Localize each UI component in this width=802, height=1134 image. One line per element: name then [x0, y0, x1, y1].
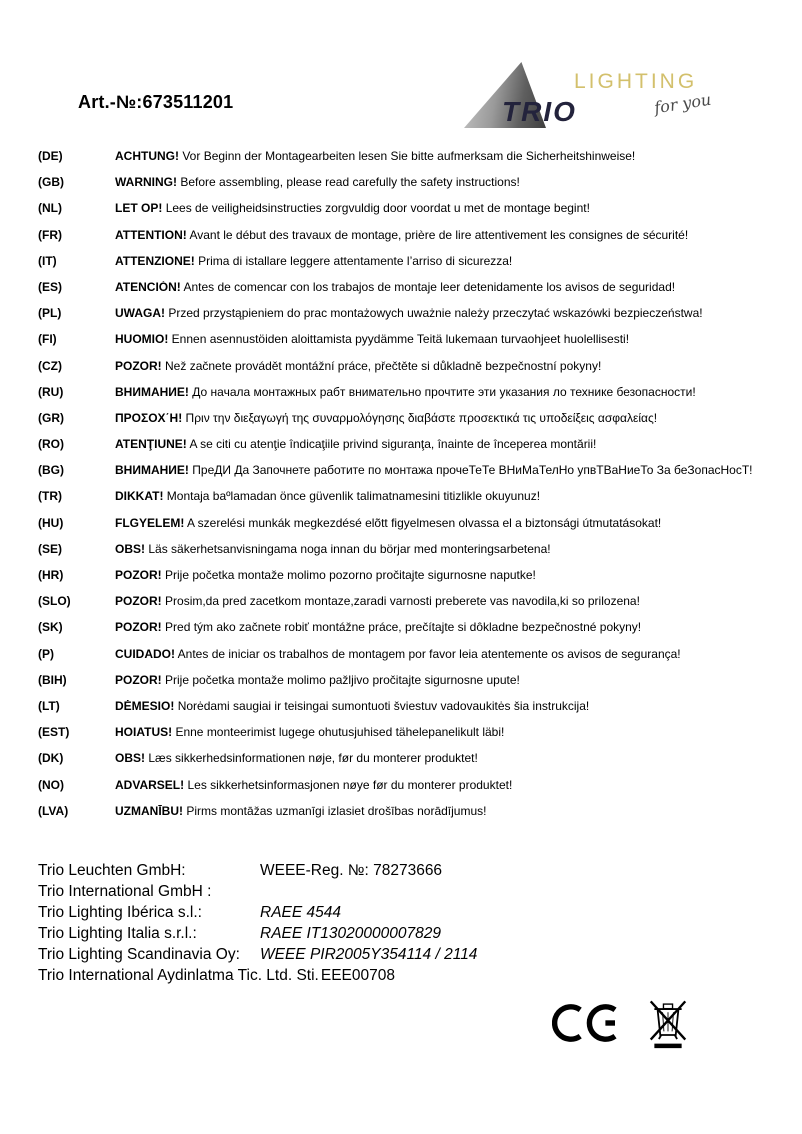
warning-row: [38, 490, 783, 504]
warning-message: Przed przystąpieniem do prac montażowych uważnie należy przeczytać wskazówki bezpieczeństwa!: [168, 307, 703, 321]
warning-keyword: ADVARSEL!: [115, 778, 185, 792]
warning-row: [38, 360, 783, 374]
warning-keyword: POZOR!: [115, 569, 162, 582]
warning-text: [115, 752, 783, 766]
warning-text: [115, 255, 783, 269]
warning-row: [38, 595, 783, 609]
warning-text: [115, 648, 783, 662]
language-code: (CZ): [38, 358, 62, 373]
warning-row: [38, 229, 783, 243]
company-name: Trio Lighting Scandinavia Oy:: [38, 946, 240, 963]
warning-row: [38, 176, 783, 190]
warning-row: [38, 333, 783, 347]
warning-keyword: ATENCIÓN!: [115, 280, 181, 294]
language-code: (HU): [38, 515, 64, 530]
language-code: (LT): [38, 698, 60, 713]
language-code: (SLO): [38, 594, 71, 609]
warning-keyword: UWAGA!: [115, 307, 165, 321]
warning-keyword: DĖMESIO!: [115, 699, 175, 713]
article-number: Art.-№:673511201: [78, 92, 234, 112]
warning-row: [38, 386, 783, 400]
warning-row: [38, 202, 783, 216]
warning-row: [38, 700, 783, 714]
company-name: Trio Lighting Italia s.r.l.:: [38, 925, 197, 942]
company-row: [38, 881, 758, 902]
language-code: (FR): [38, 227, 62, 242]
warning-message: A se citi cu atenţie îndicaţiile privind siguranţa, înainte de începerea montării!: [189, 438, 597, 452]
registration-number: RAEE 4544: [260, 904, 341, 921]
language-code: (RO): [38, 437, 64, 452]
warning-message: Before assembling, please read carefully the safety instructions!: [180, 176, 520, 190]
registration-number: EEE00708: [320, 967, 395, 984]
warning-message: Πριν την διεξαγωγή της συναρμολόγησης διαβάστε προσεκτικά τις υποδείξεις ασφαλείας!: [185, 411, 658, 425]
company-name: Trio Lighting Ibérica s.l.:: [38, 904, 202, 921]
company-name: Trio International GmbH :: [38, 883, 212, 900]
warning-row: [38, 569, 783, 583]
warning-row: [38, 779, 783, 793]
company-name: Trio Leuchten GmbH:: [38, 862, 186, 879]
weee-crossed-out-bin-icon: [648, 1000, 688, 1055]
language-code: (ES): [38, 279, 62, 294]
warning-message: Prosim,da pred zacetkom montaze,zaradi varnosti preberete vas navodila,ki so prilozena!: [165, 595, 640, 609]
warning-text: [115, 490, 783, 504]
warning-row: [38, 517, 783, 531]
warning-row: [38, 674, 783, 688]
warning-keyword: POZOR!: [115, 359, 162, 373]
warning-row: [38, 621, 783, 635]
warning-keyword: ATENŢIUNE!: [115, 438, 187, 452]
warning-text: [115, 176, 783, 190]
warning-text: [115, 674, 783, 688]
warning-text: [115, 333, 783, 347]
warning-text: [115, 543, 783, 557]
lighting-tagline: LIGHTING: [574, 70, 698, 93]
warning-text: [115, 307, 783, 321]
warning-row: [38, 438, 783, 452]
warning-keyword: OBS!: [115, 752, 145, 766]
company-row: [38, 923, 758, 944]
language-code: (DK): [38, 751, 64, 766]
warning-text: [115, 360, 783, 374]
warning-keyword: ATTENZIONE!: [115, 254, 195, 268]
warning-text: [115, 621, 783, 635]
warning-text: [115, 569, 783, 583]
warning-message: Prije početka montaže molimo pozorno pročitajte sigurnosne naputke!: [165, 569, 536, 582]
warning-text: [115, 202, 783, 216]
warning-text: [115, 726, 783, 740]
warning-text: [115, 464, 783, 478]
language-code: (LVA): [38, 803, 69, 818]
warning-keyword: ВНИМАНИЕ!: [115, 464, 189, 478]
warning-row: [38, 307, 783, 321]
warning-text: [115, 150, 783, 164]
warning-row: [38, 752, 783, 766]
warning-row: [38, 726, 783, 740]
warning-message: Pirms montāžas uzmanīgi izlasiet drošības norādījumus!: [186, 804, 487, 818]
warning-text: [115, 281, 783, 295]
warning-message: Avant le début des travaux de montage, prière de lire attentivement les consignes de sécurité!: [189, 228, 689, 242]
warning-message: До начала монтажных рабт внимательно прочтите эти указания ло технике безопасности!: [192, 385, 696, 399]
warning-row: [38, 464, 783, 478]
warning-text: [115, 517, 783, 531]
language-code: (PL): [38, 306, 62, 321]
registration-number: WEEE PIR2005Y354114 / 2114: [260, 946, 478, 963]
warning-keyword: HUOMIO!: [115, 333, 169, 347]
warning-keyword: ВНИМАНИЕ!: [115, 385, 189, 399]
warning-keyword: DIKKAT!: [115, 490, 164, 504]
warning-keyword: ACHTUNG!: [115, 150, 179, 163]
warning-message: Než začnete provádět montážní práce, přečtěte si důkladně bezpečnostní pokyny!: [165, 359, 602, 373]
warning-message: ПреДИ Да Започнете работите по монтажа прочеТеТе ВНиМаТелНо упвТВаНиеТо За беЗопасНосТ!: [192, 464, 753, 478]
warning-row: [38, 281, 783, 295]
language-code: (RU): [38, 384, 64, 399]
trio-wordmark: TRIO: [502, 96, 577, 127]
language-code: (NL): [38, 201, 62, 216]
warning-text: [115, 700, 783, 714]
warning-message: Les sikkerhetsinformasjonen nøye før du monterer produktet!: [187, 778, 513, 792]
warning-text: [115, 805, 783, 819]
warning-message: Vor Beginn der Montagearbeiten lesen Sie bitte aufmerksam die Sicherheitshinweise!: [182, 150, 636, 163]
warning-message: Montaja baºlamadan önce güvenlik talimatnamesini titizlikle okuyunuz!: [166, 490, 541, 504]
language-code: (GB): [38, 175, 64, 190]
warning-keyword: POZOR!: [115, 595, 162, 609]
company-row: [38, 902, 758, 923]
registration-number: WEEE-Reg. №: 78273666: [260, 862, 443, 879]
warning-message: Norėdami saugiai ir teisingai sumontuoti šviestuv vadovaukitės šia instrukcija!: [177, 699, 590, 713]
warning-text: [115, 779, 783, 793]
trio-logo: [462, 58, 732, 136]
warning-keyword: WARNING!: [115, 176, 177, 190]
warning-text: [115, 386, 783, 400]
compliance-marks: [552, 996, 752, 1056]
warning-keyword: UZMANĪBU!: [115, 804, 183, 818]
warning-message: Prije početka montaže molimo pažljivo pročitajte sigurnosne upute!: [165, 673, 520, 687]
language-code: (SK): [38, 620, 63, 635]
warning-keyword: ΠΡΟΣΟΧ΄Η!: [115, 411, 183, 425]
warning-row: [38, 150, 783, 164]
company-registrations: [38, 860, 758, 986]
language-code: (BG): [38, 463, 64, 478]
warning-keyword: POZOR!: [115, 621, 162, 635]
warning-row: [38, 543, 783, 557]
warning-keyword: CUIDADO!: [115, 647, 175, 661]
warning-message: Enne monteerimist lugege ohutusjuhised tähelepanelikult läbi!: [175, 726, 505, 740]
warning-message: Prima di istallare leggere attentamente l’arriso di sicurezza!: [198, 254, 513, 268]
language-code: (HR): [38, 568, 64, 582]
company-row: [38, 944, 758, 965]
warning-text: [115, 412, 783, 426]
warning-text: [115, 438, 783, 452]
ce-mark-icon: [552, 1002, 618, 1049]
language-code: (IT): [38, 253, 57, 268]
warning-message: Lees de veiligheidsinstructies zorgvuldig door voordat u met de montage begint!: [165, 202, 590, 216]
warning-message: Antes de comencar con los trabajos de montaje leer detenidamente los avisos de seguridad!: [183, 280, 676, 294]
warning-message: Antes de iniciar os trabalhos de montagem por favor leia atentemente os avisos de segurança!: [177, 647, 681, 661]
warning-row: [38, 805, 783, 819]
language-code: (GR): [38, 410, 64, 425]
language-code: (NO): [38, 777, 64, 792]
company-row: [38, 860, 758, 881]
warning-row: [38, 412, 783, 426]
language-code: (BIH): [38, 672, 67, 687]
warning-keyword: FLGYELEM!: [115, 516, 185, 530]
language-code: (P): [38, 646, 54, 661]
warning-text: [115, 229, 783, 243]
language-code: (TR): [38, 489, 62, 504]
language-code: (SE): [38, 541, 62, 556]
warning-keyword: OBS!: [115, 542, 145, 556]
warning-message: Läs säkerhetsanvisningama noga innan du börjar med monteringsarbetena!: [148, 542, 551, 556]
warning-message: Ennen asennustöiden aloittamista pyydämme Teitä lukemaan turvaohjeet huolellisesti!: [171, 333, 630, 347]
language-code: (DE): [38, 149, 63, 163]
warning-text: [115, 595, 783, 609]
company-row: [38, 965, 758, 986]
warning-keyword: LET OP!: [115, 202, 163, 216]
company-name: Trio International Aydinlatma Tic. Ltd. Sti.: [38, 967, 319, 984]
registration-number: RAEE IT13020000007829: [260, 925, 441, 942]
language-code: (EST): [38, 725, 70, 740]
language-code: (FI): [38, 332, 57, 347]
warning-keyword: HOIATUS!: [115, 726, 173, 740]
warning-keyword: ATTENTION!: [115, 228, 187, 242]
for-you-script: for you: [652, 89, 713, 118]
warning-message: Læs sikkerhedsinformationen nøje, før du monterer produktet!: [148, 752, 478, 766]
warning-message: A szerelési munkák megkezdésé elõtt figyelmesen olvassa el a biztonsági útmutatásokat!: [187, 516, 662, 530]
warning-row: [38, 255, 783, 269]
warning-keyword: POZOR!: [115, 673, 162, 687]
warning-row: [38, 648, 783, 662]
warnings-list: [38, 150, 783, 831]
warning-message: Pred tým ako začnete robiť montážne práce, prečítajte si dôkladne bezpečnostné pokyny!: [165, 621, 642, 635]
